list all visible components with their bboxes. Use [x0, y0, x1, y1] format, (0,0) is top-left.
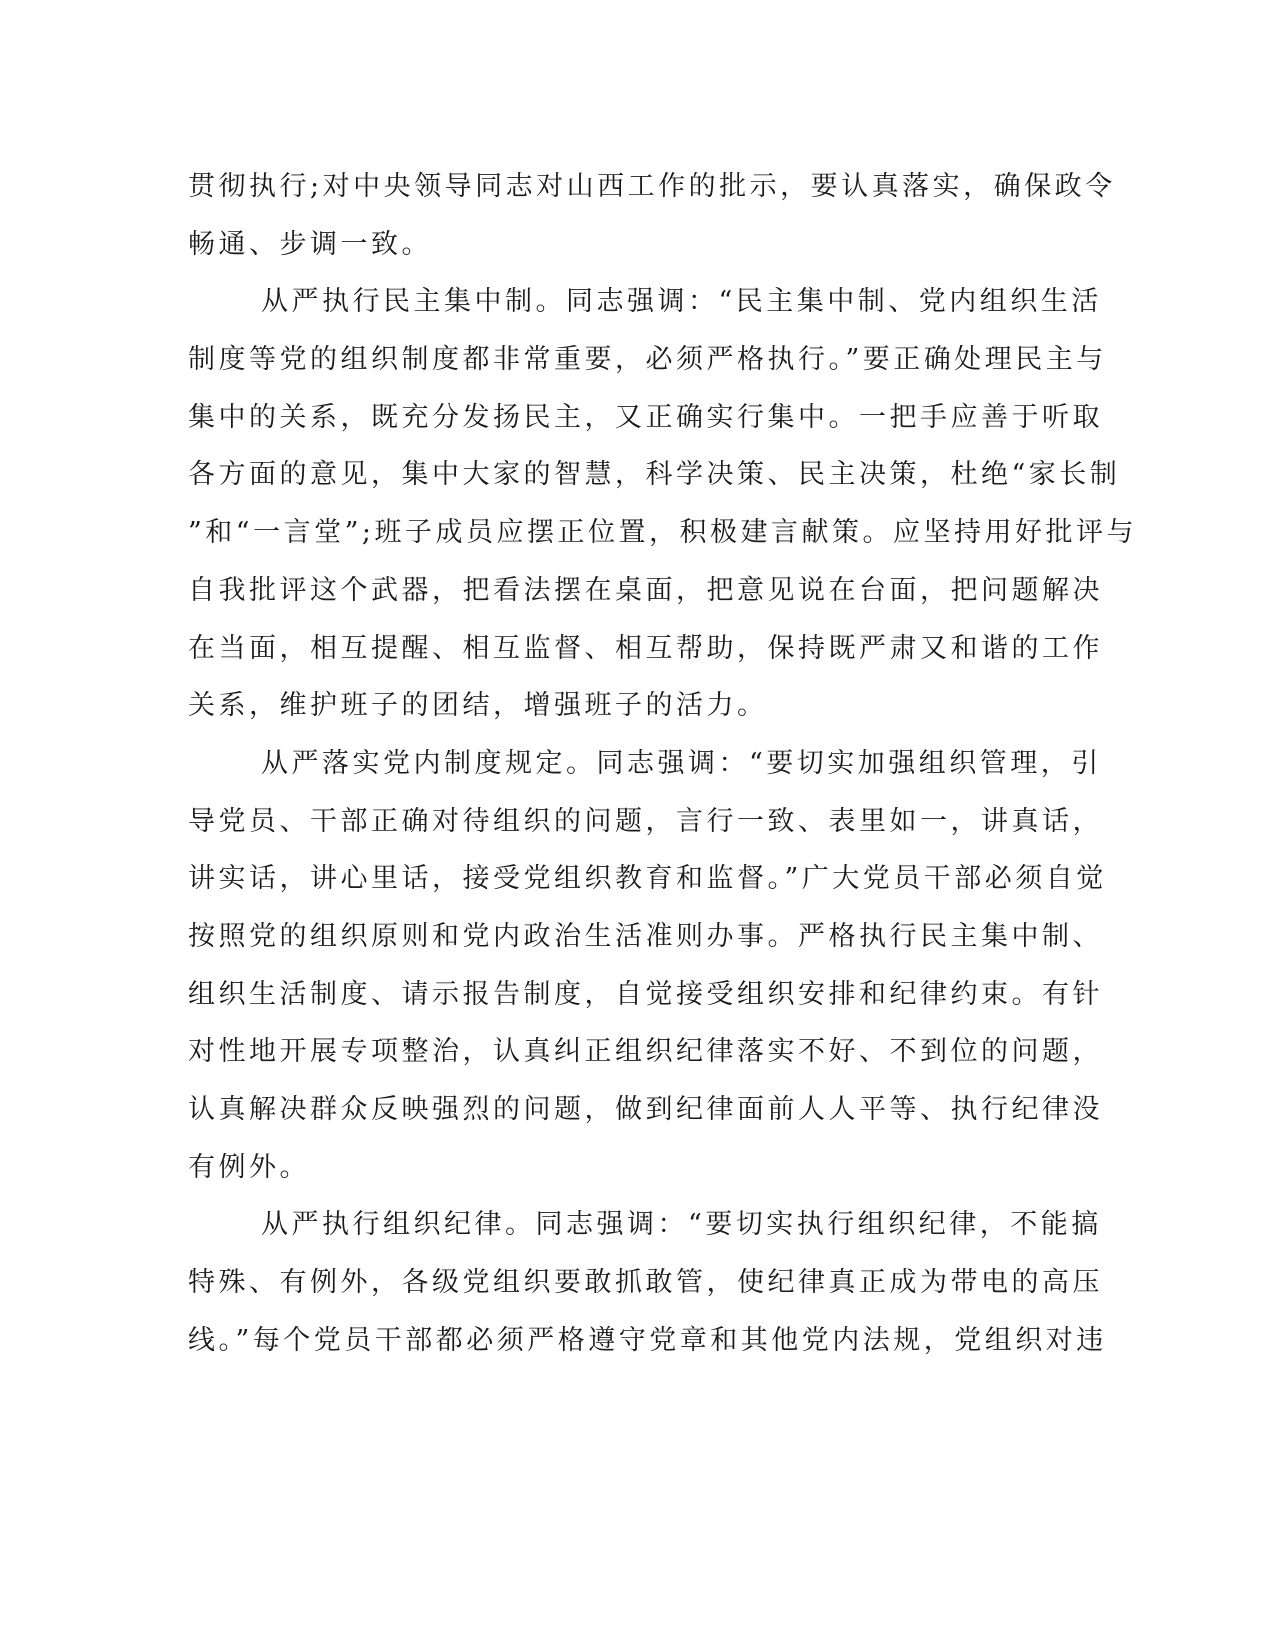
text-line: 关系，维护班子的团结，增强班子的活力。 [188, 690, 768, 722]
text-line: 按照党的组织原则和党内政治生活准则办事。严格执行民主集中制、 [188, 920, 1103, 952]
text-line: ”和“一言堂”;班子成员应摆正位置，积极建言献策。应坚持用好批评与 [188, 517, 1138, 549]
text-line: 制度等党的组织制度都非常重要，必须严格执行。”要正确处理民主与 [188, 344, 1107, 376]
text-line: 在当面，相互提醒、相互监督、相互帮助，保持既严肃又和谐的工作 [188, 632, 1103, 664]
text-line: 有例外。 [188, 1151, 310, 1183]
text-line: 线。”每个党员干部都必须严格遵守党章和其他党内法规，党组织对违 [188, 1324, 1107, 1356]
body-text [188, 158, 1138, 1369]
text-line: 讲实话，讲心里话，接受党组织教育和监督。”广大党员干部必须自觉 [188, 863, 1107, 895]
paragraph-start-line: 从严执行组织纪律。同志强调：“要切实执行组织纪律，不能搞 [261, 1209, 1102, 1241]
text-line: 对性地开展专项整治，认真纠正组织纪律落实不好、不到位的问题， [188, 1036, 1103, 1068]
text-line: 特殊、有例外，各级党组织要敢抓敢管，使纪律真正成为带电的高压 [188, 1267, 1103, 1299]
text-line: 畅通、步调一致。 [188, 228, 432, 260]
text-line: 导党员、干部正确对待组织的问题，言行一致、表里如一，讲真话， [188, 805, 1103, 837]
paragraph-start-line: 从严落实党内制度规定。同志强调：“要切实加强组织管理，引 [261, 747, 1102, 779]
text-line: 自我批评这个武器，把看法摆在桌面，把意见说在台面，把问题解决 [188, 574, 1103, 606]
text-line: 各方面的意见，集中大家的智慧，科学决策、民主决策，杜绝“家长制 [188, 459, 1121, 491]
text-line: 认真解决群众反映强烈的问题，做到纪律面前人人平等、执行纪律没 [188, 1094, 1103, 1125]
text-line: 组织生活制度、请示报告制度，自觉接受组织安排和纪律约束。有针 [188, 978, 1103, 1010]
text-line: 贯彻执行;对中央领导同志对山西工作的批示，要认真落实，确保政令 [188, 171, 1116, 202]
paragraph-start-line: 从严执行民主集中制。同志强调：“民主集中制、党内组织生活 [261, 286, 1102, 318]
text-line: 集中的关系，既充分发扬民主，又正确实行集中。一把手应善于听取 [188, 401, 1103, 433]
